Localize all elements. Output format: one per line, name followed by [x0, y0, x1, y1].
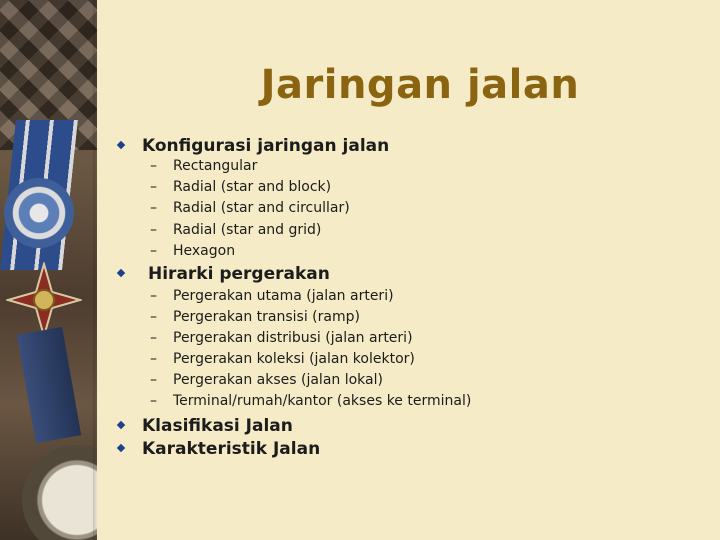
diamond-bullet-icon — [117, 141, 125, 149]
watch-strap-image — [17, 327, 81, 443]
list-item-text: Hexagon — [173, 243, 236, 259]
list-item-text: Pergerakan transisi (ramp) — [173, 309, 360, 325]
list-item-text: Radial (star and grid) — [173, 222, 322, 238]
dash-marker: – — [150, 158, 157, 174]
diamond-bullet-icon — [117, 269, 125, 277]
dash-marker: – — [150, 243, 157, 259]
list-item-text: Terminal/rumah/kantor (akses ke terminal) — [173, 393, 472, 409]
compass-image — [22, 445, 97, 540]
list-item-text: Radial (star and circullar) — [173, 200, 350, 216]
dash-marker: – — [150, 330, 157, 346]
ribbon-rosette-image — [4, 178, 74, 248]
list-item-text: Radial (star and block) — [173, 179, 332, 195]
list-item-text: Pergerakan distribusi (jalan arteri) — [173, 330, 413, 346]
dash-marker: – — [150, 351, 157, 367]
list-item-text: Pergerakan akses (jalan lokal) — [173, 372, 383, 388]
list-item-text: Rectangular — [173, 158, 258, 174]
section-heading-text: Karakteristik Jalan — [142, 439, 321, 459]
section-heading-text: Hirarki pergerakan — [148, 264, 330, 284]
slide-title: Jaringan jalan — [260, 62, 580, 108]
diamond-bullet-icon — [117, 421, 125, 429]
dash-marker: – — [150, 393, 157, 409]
dash-marker: – — [150, 222, 157, 238]
dash-marker: – — [150, 309, 157, 325]
diamond-bullet-icon — [117, 444, 125, 452]
list-item-text: Pergerakan utama (jalan arteri) — [173, 288, 394, 304]
dash-marker: – — [150, 200, 157, 216]
dash-marker: – — [150, 179, 157, 195]
section-heading-text: Klasifikasi Jalan — [142, 416, 293, 436]
decorative-medal-photo — [0, 0, 97, 540]
sidebar-edge-shadow — [93, 0, 97, 540]
section-heading-text: Konfigurasi jaringan jalan — [142, 136, 390, 156]
dash-marker: – — [150, 372, 157, 388]
medal-cross-icon — [6, 262, 82, 338]
dash-marker: – — [150, 288, 157, 304]
list-item-text: Pergerakan koleksi (jalan kolektor) — [173, 351, 415, 367]
